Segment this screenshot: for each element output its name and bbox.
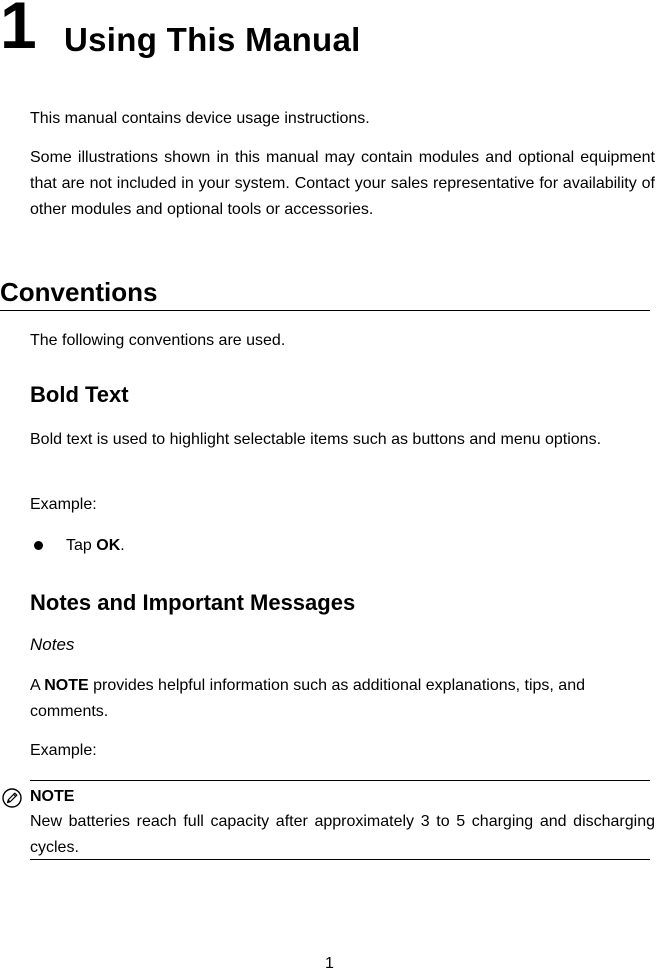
- pencil-icon: [2, 788, 22, 808]
- intro-paragraph-1: This manual contains device usage instructions.: [30, 110, 370, 127]
- note-box-top-rule: [30, 780, 650, 781]
- conventions-intro: The following conventions are used.: [30, 332, 286, 349]
- conventions-heading: Conventions: [0, 277, 158, 307]
- notes-example-label: Example:: [30, 742, 97, 759]
- bullet-item: [66, 533, 566, 559]
- note-label: NOTE: [30, 788, 75, 805]
- bullet-bold-ok: OK: [96, 537, 121, 554]
- notes-desc-prefix: A: [30, 677, 45, 694]
- notes-heading: Notes and Important Messages: [30, 590, 356, 615]
- bold-text-description: Bold text is used to highlight selectable items such as buttons and menu options.: [30, 431, 602, 448]
- intro-paragraph-2: Some illustrations shown in this manual may contain modules and optional equipment that are not included in your system. Contact your sales representative for availability of other modules and optional tools or accessories.: [30, 149, 655, 218]
- note-text: New batteries reach full capacity after approximately 3 to 5 charging and discharging cycles.: [30, 813, 655, 856]
- bold-text-heading: Bold Text: [30, 382, 129, 407]
- note-box-bottom-rule: [30, 859, 650, 860]
- chapter-number: 1: [0, 0, 37, 62]
- page-number: 1: [325, 955, 334, 972]
- bold-text-example-label: Example:: [30, 496, 97, 513]
- notes-description: [30, 673, 655, 725]
- chapter-title: Using This Manual: [64, 21, 361, 58]
- conventions-rule: [0, 310, 650, 311]
- bullet-text-suffix: .: [120, 537, 125, 554]
- notes-subheading: Notes: [30, 635, 75, 654]
- bullet-icon: [34, 541, 43, 550]
- bullet-text-prefix: Tap: [66, 537, 97, 554]
- notes-desc-suffix: provides helpful information such as additional explanations, tips, and comments.: [30, 677, 585, 720]
- notes-desc-bold: NOTE: [44, 677, 89, 694]
